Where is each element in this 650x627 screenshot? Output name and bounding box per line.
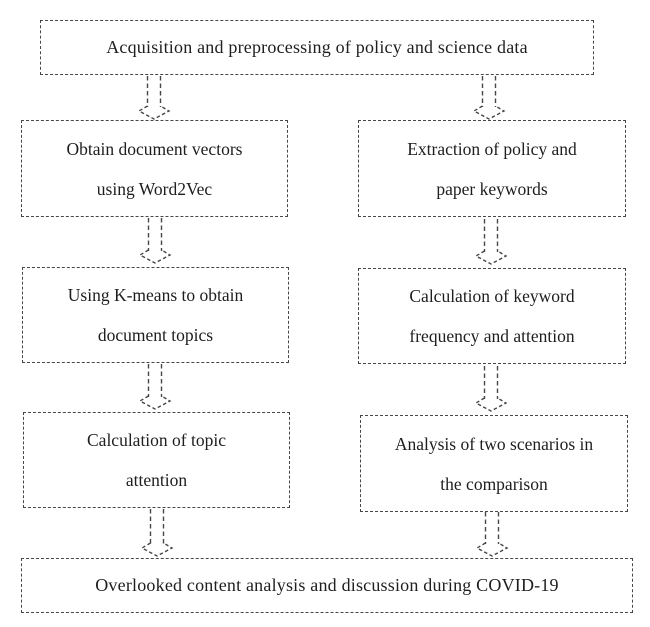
node-acquisition-preprocessing [40,20,594,75]
node-label-line: Extraction of policy and [407,138,577,159]
dashed-down-arrow-icon [138,364,172,410]
node-overlooked-content-analysis [21,558,633,613]
node-label-line: Calculation of topic [87,430,226,450]
dashed-down-arrow-icon [137,76,171,120]
dashed-down-arrow-icon [475,512,509,557]
node-kmeans-topics [22,267,289,363]
node-label-line: attention [125,470,188,490]
node-label-line: Obtain document vectors [66,138,243,159]
node-label-line: document topics [97,325,214,345]
node-two-scenarios-comparison [360,415,628,512]
node-label-line: Analysis of two scenarios in [394,433,594,454]
node-topic-attention [23,412,290,508]
node-label-line: Using K-means to obtain [67,285,244,305]
dashed-down-arrow-icon [140,509,174,557]
node-keyword-frequency-attention [358,268,626,364]
dashed-down-arrow-icon [474,219,508,265]
node-label: Acquisition and preprocessing of policy and science data [106,37,528,57]
dashed-down-arrow-icon [138,218,172,264]
node-label: Overlooked content analysis and discussion during COVID-19 [95,575,559,595]
node-word2vec-vectors [21,120,288,217]
node-label-line: the comparison [440,473,548,494]
node-keyword-extraction [358,120,626,217]
node-label-line: using Word2Vec [96,178,213,199]
node-label-line: Calculation of keyword [409,286,575,306]
dashed-down-arrow-icon [474,366,508,412]
node-label-line: paper keywords [436,178,548,199]
node-label-line: frequency and attention [409,326,575,346]
dashed-down-arrow-icon [472,76,506,120]
